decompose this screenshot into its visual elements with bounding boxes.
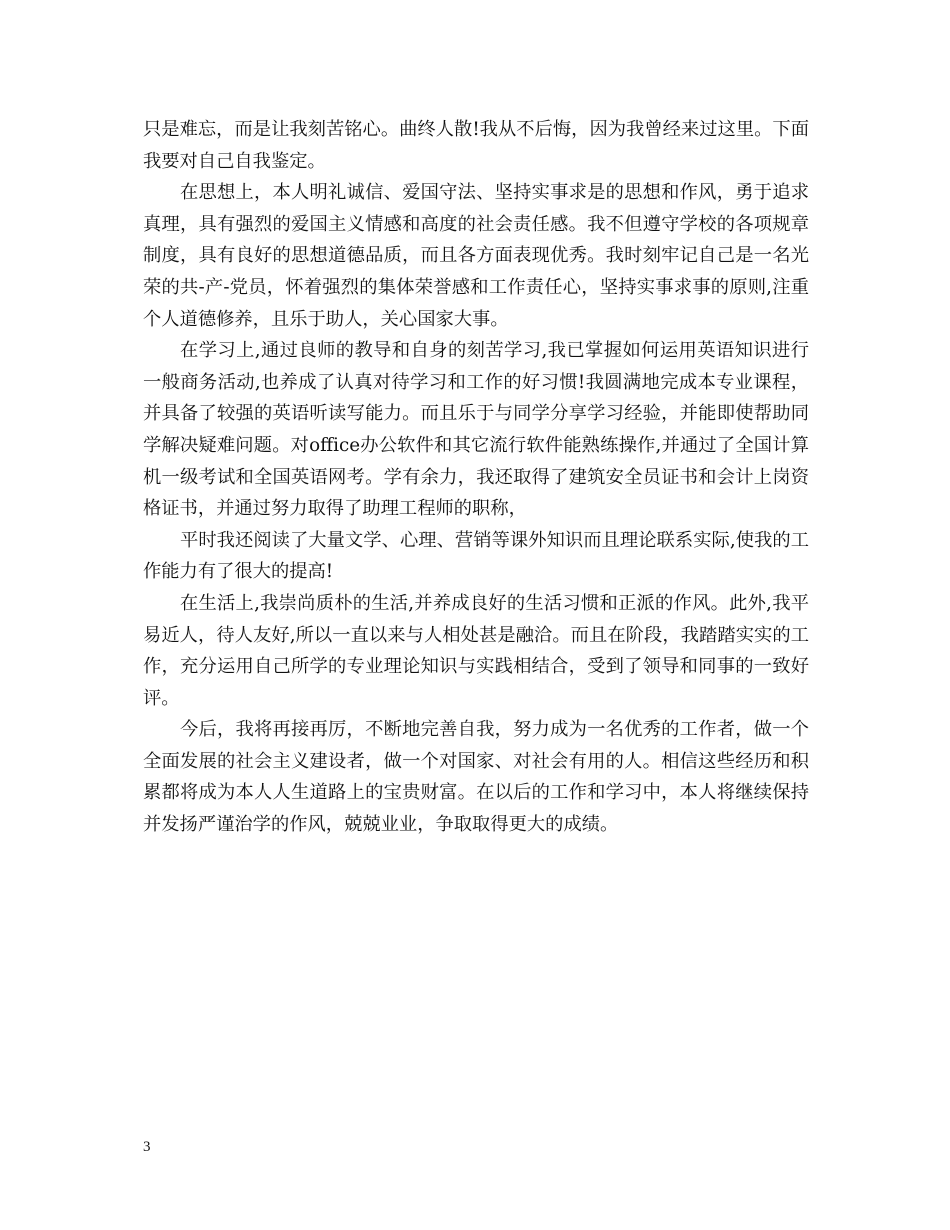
document-body — [143, 114, 809, 841]
paragraph-study: 在学习上,通过良师的教导和自身的刻苦学习,我已掌握如何运用英语知识进行一般商务活动,也养成了认真对待学习和工作的好习惯!我圆满地完成本专业课程，并具备了较强的英语听读写能力。而且乐于与同学分享学习经验，并能即使帮助同学解决疑难问题。对office办公软件和其它流行软件能熟练操作,并通过了全国计算机一级考试和全国英语网考。学有余力，我还取得了建筑安全员证书和会计上岗资格证书，并通过努力取得了助理工程师的职称， — [143, 340, 809, 520]
paragraph-future: 今后，我将再接再厉，不断地完善自我，努力成为一名优秀的工作者，做一个全面发展的社会主义建设者，做一个对国家、对社会有用的人。相信这些经历和积累都将成为本人人生道路上的宝贵财富。在以后的工作和学习中，本人将继续保持并发扬严谨治学的作风，兢兢业业，争取取得更大的成绩。 — [143, 719, 809, 836]
paragraph-thought: 在思想上，本人明礼诚信、爱国守法、坚持实事求是的思想和作风，勇于追求真理，具有强烈的爱国主义情感和高度的社会责任感。我不但遵守学校的各项规章制度，具有良好的思想道德品质，而且各方面表现优秀。我时刻牢记自己是一名光荣的共-产-党员，怀着强烈的集体荣誉感和工作责任心，坚持实事求事的原则,注重个人道德修养，且乐于助人，关心国家大事。 — [143, 182, 809, 330]
paragraph-life: 在生活上,我崇尚质朴的生活,并养成良好的生活习惯和正派的作风。此外,我平易近人，待人友好,所以一直以来与人相处甚是融洽。而且在阶段，我踏踏实实的工作，充分运用自己所学的专业理论知识与实践相结合，受到了领导和同事的一致好评。 — [143, 592, 809, 709]
page-number: 3 — [143, 1139, 151, 1155]
paragraph-reading: 平时我还阅读了大量文学、心理、营销等课外知识而且理论联系实际,使我的工作能力有了很大的提高! — [143, 529, 809, 583]
paragraph-continuation: 只是难忘，而是让我刻苦铭心。曲终人散!我从不后悔，因为我曾经来过这里。下面我要对自己自我鉴定。 — [143, 119, 809, 172]
